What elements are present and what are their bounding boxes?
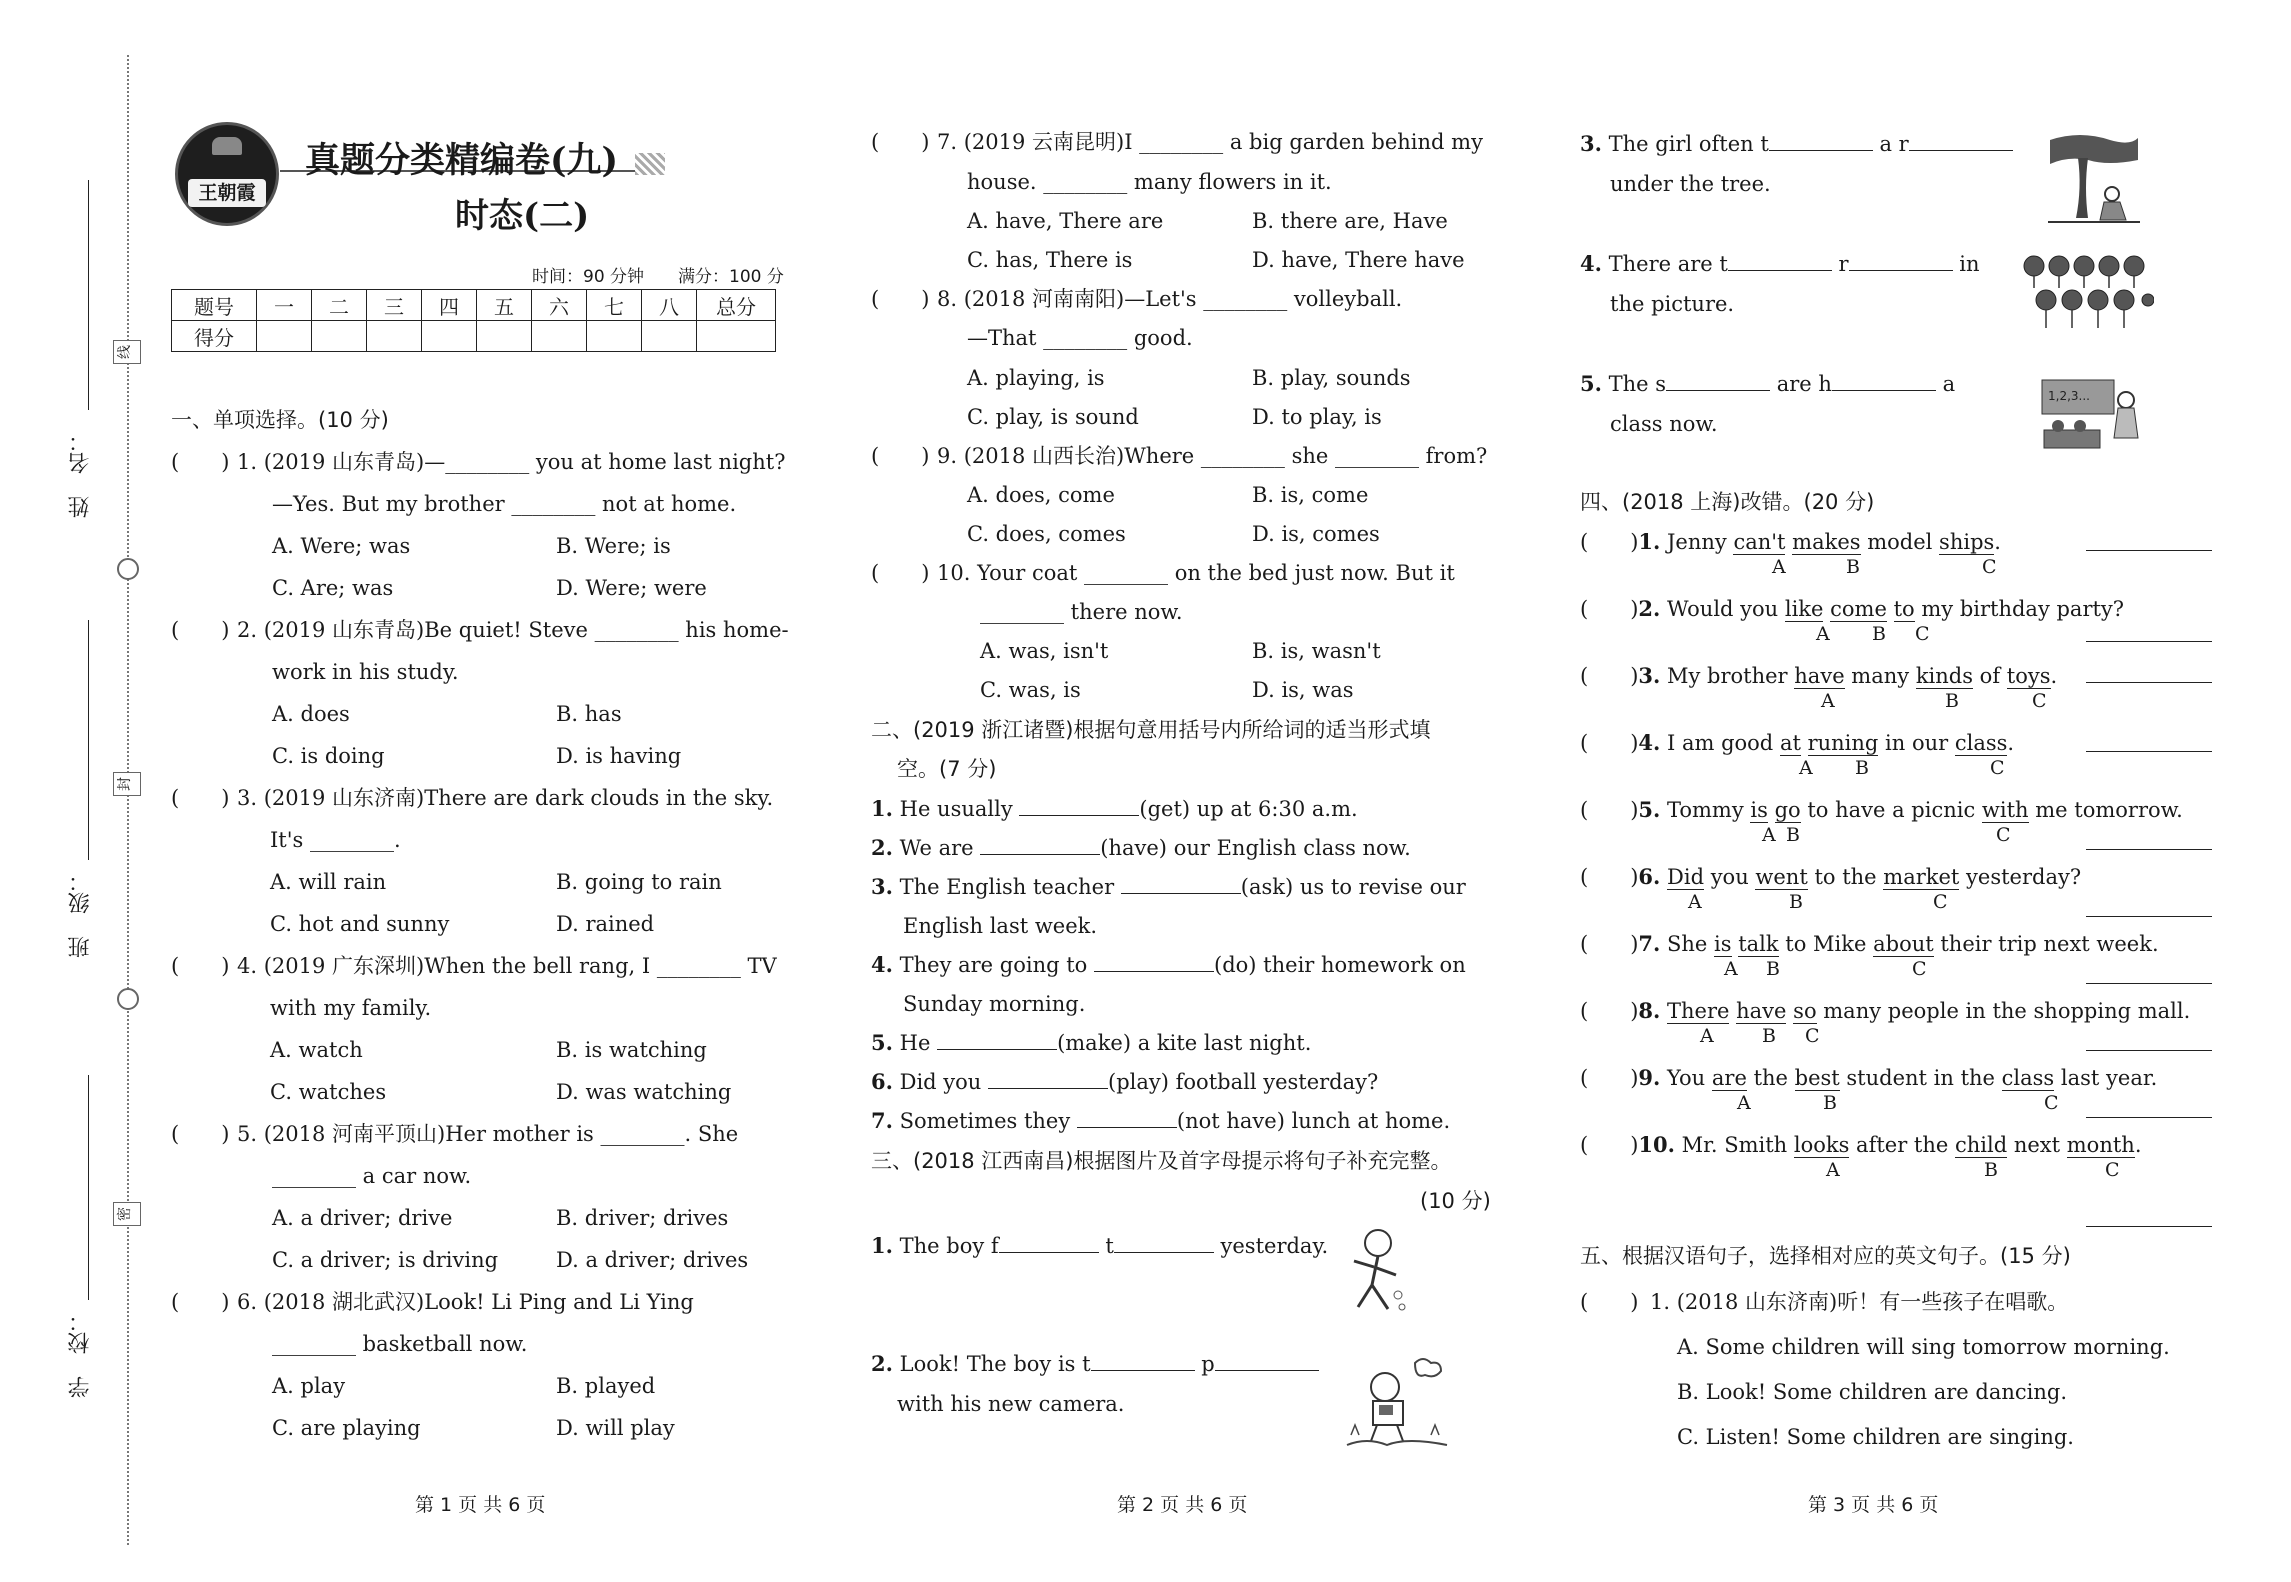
option-b[interactable]: B. driver; drives [556, 1206, 729, 1230]
mark-b: B [1766, 958, 1780, 980]
fill-blank[interactable] [1849, 250, 1953, 271]
initial-letter: t [1082, 1352, 1091, 1376]
school-blank-line [88, 1075, 89, 1300]
exam-title: 真题分类精编卷(九) [305, 140, 619, 181]
binding-hole-icon [117, 988, 139, 1010]
item-text: There are [1608, 252, 1713, 276]
mark-b: B [1846, 556, 1860, 578]
correction-blank[interactable] [2086, 1117, 2212, 1118]
given-word: (do) [1214, 953, 1257, 977]
picture-item-cont: with his new camera. [897, 1392, 1125, 1416]
school-label: 学 校： [68, 1310, 93, 1398]
option-c[interactable]: C. hot and sunny [270, 912, 450, 936]
fill-item-cont: English last week. [903, 914, 1098, 938]
given-word: (make) [1057, 1031, 1132, 1055]
option-c[interactable]: C. watches [270, 1080, 387, 1104]
option-a[interactable]: A. will rain [270, 870, 387, 894]
item-number: 1. [871, 796, 893, 821]
option-b[interactable]: B. has [556, 702, 622, 726]
option-d[interactable]: D. a driver; drives [556, 1248, 749, 1272]
answer-paren[interactable]: ( ) [871, 130, 930, 154]
binding-hole-icon [117, 558, 139, 580]
option-b[interactable]: B. there are, Have [1252, 209, 1448, 233]
option-c[interactable]: C. does, comes [967, 522, 1126, 546]
error-item-4: ( )4. I am good at runing in our class. [1580, 730, 2015, 755]
answer-paren[interactable]: ( ) [871, 561, 930, 585]
mark-c: C [1805, 1025, 1820, 1047]
mark-c: C [2044, 1092, 2059, 1114]
question-stem: 2. (2019 山东青岛)Be quiet! Steve ________ his home- [237, 618, 789, 642]
score-header-cell: 一 [257, 290, 312, 321]
question-line2: ________ a car now. [272, 1164, 472, 1188]
mark-b: B [1945, 690, 1959, 712]
binding-mark-seal: 封 [113, 772, 141, 796]
option-c[interactable]: C. Listen! Some children are singing. [1677, 1425, 2074, 1449]
option-d[interactable]: D. have, There have [1252, 248, 1465, 272]
question-line2: —Yes. But my brother ________ not at home. [272, 492, 737, 516]
score-cell[interactable] [312, 321, 367, 352]
question-line2: —That ________ good. [967, 326, 1193, 350]
question-line2: work in his study. [272, 660, 459, 684]
page-number: 第 1 页 共 6 页 [415, 1494, 546, 1516]
score-header-cell: 三 [367, 290, 422, 321]
option-d[interactable]: D. Were; were [556, 576, 707, 600]
score-table-row [172, 321, 776, 352]
option-a[interactable]: A. play [272, 1374, 346, 1398]
correction-blank[interactable] [2086, 751, 2212, 752]
mark-a: A [1762, 824, 1776, 846]
answer-paren[interactable]: ( ) [171, 954, 230, 978]
question-stem: 5. (2018 河南平顶山)Her mother is ________. She [237, 1122, 739, 1146]
item-text: The boy [899, 1234, 985, 1258]
mark-c: C [1996, 824, 2011, 846]
fill-item [871, 1029, 1311, 1057]
item-text: a kite last night. [1137, 1031, 1312, 1055]
fill-item [871, 951, 1466, 979]
item-text: The girl often [1608, 132, 1754, 156]
score-cell[interactable] [257, 321, 312, 352]
fill-blank[interactable] [1666, 370, 1770, 391]
page-number: 第 2 页 共 6 页 [1117, 1494, 1248, 1516]
score-header-cell: 题号 [172, 290, 257, 321]
fill-blank[interactable] [1769, 130, 1873, 151]
picture-item [871, 1350, 1319, 1378]
score-header-cell: 七 [587, 290, 642, 321]
score-cell[interactable] [587, 321, 642, 352]
section5-heading: 五、根据汉语句子，选择相对应的英文句子。(15 分) [1580, 1244, 2071, 1268]
item-number: 2. [871, 835, 893, 860]
fill-item [871, 1068, 1378, 1096]
item-number: 3. [871, 874, 893, 899]
correction-blank[interactable] [2086, 916, 2212, 917]
mark-a: A [1799, 757, 1813, 779]
error-item-7: ( )7. She is talk to Mike about their trip next week. [1580, 931, 2159, 956]
error-item-5: ( )5. Tommy is go to have a picnic with me tomorrow. [1580, 797, 2183, 822]
item-number: 4. [871, 952, 893, 977]
score-header-cell: 六 [532, 290, 587, 321]
option-d[interactable]: D. is, comes [1252, 522, 1380, 546]
title-decor-dots [635, 153, 665, 175]
correction-blank[interactable] [2086, 550, 2212, 551]
answer-paren[interactable]: ( ) [1580, 865, 1639, 889]
mark-b: B [1872, 623, 1886, 645]
score-cell[interactable] [367, 321, 422, 352]
mark-b: B [1823, 1092, 1837, 1114]
item-number: 5. [871, 1030, 893, 1055]
option-a[interactable]: A. Some children will sing tomorrow morning. [1677, 1335, 2170, 1359]
option-d[interactable]: D. rained [556, 912, 655, 936]
question-line2: It's ________. [270, 828, 401, 852]
classroom-picture [2040, 378, 2140, 458]
option-b[interactable]: B. Look! Some children are dancing. [1677, 1380, 2067, 1404]
item-text: Look! The boy is [899, 1352, 1076, 1376]
picture-item [1580, 130, 2013, 158]
fill-item [871, 834, 1411, 862]
question-stem: 8. (2018 河南南阳)—Let's ________ volleyball. [937, 287, 1403, 311]
error-item-8: ( )8. There have so many people in the shopping mall. [1580, 998, 2191, 1023]
option-a[interactable]: A. a driver; drive [272, 1206, 453, 1230]
answer-paren[interactable]: ( ) [1580, 932, 1639, 956]
option-c[interactable]: C. a driver; is driving [272, 1248, 499, 1272]
section3-heading: 三、(2018 江西南昌)根据图片及首字母提示将句子补充完整。 [871, 1149, 1452, 1173]
question-stem: 1. (2018 山东济南)听！有一些孩子在唱歌。 [1650, 1290, 2069, 1314]
fill-blank[interactable] [1094, 951, 1214, 972]
binding-mark-dense: 密 [113, 1202, 141, 1226]
name-blank-line [88, 180, 89, 410]
error-item-1: ( )1. Jenny can't makes model ships. [1580, 529, 2001, 554]
answer-paren[interactable]: ( ) [171, 786, 230, 810]
mark-b: B [1786, 824, 1800, 846]
item-text: us to revise our [1299, 875, 1466, 899]
exam-subtitle: 时态(二) [455, 196, 590, 236]
item-number: 5. [1580, 371, 1602, 396]
item-text: in [1959, 252, 1980, 276]
binding-mark-line: 线 [113, 340, 141, 364]
question-stem: 10. Your coat ________ on the bed just now. But it [937, 561, 1455, 585]
picture-item-cont: class now. [1610, 412, 1718, 436]
mark-b: B [1855, 757, 1869, 779]
initial-letter: t [1760, 132, 1769, 156]
fill-blank[interactable] [1121, 873, 1241, 894]
initial-letter: f [990, 1234, 999, 1258]
item-text: their homework on [1263, 953, 1466, 977]
question-stem: 9. (2018 山西长治)Where ________ she ________ from? [937, 444, 1488, 468]
option-a[interactable]: A. does, come [967, 483, 1115, 507]
correction-blank[interactable] [2086, 983, 2212, 984]
fill-blank[interactable] [1832, 370, 1936, 391]
question-line2: with my family. [270, 996, 432, 1020]
fill-blank[interactable] [988, 1068, 1108, 1089]
item-text: He usually [899, 797, 1013, 821]
item-text: He [899, 1031, 931, 1055]
section1-heading: 一、单项选择。(10 分) [171, 408, 389, 432]
mark-b: B [1789, 891, 1803, 913]
score-cell[interactable] [697, 321, 776, 352]
section4-heading: 四、(2018 上海)改错。(20 分) [1580, 490, 1875, 514]
logo-text: 王朝霞 [188, 179, 266, 207]
option-b[interactable]: B. Were; is [556, 534, 671, 558]
option-b[interactable]: B. played [556, 1374, 656, 1398]
fill-item-cont: Sunday morning. [903, 992, 1086, 1016]
question-line2: ________ there now. [980, 600, 1183, 624]
score-table [171, 289, 776, 352]
option-c[interactable]: C. is doing [272, 744, 385, 768]
fill-item [871, 1107, 1450, 1135]
initial-letter: are h [1776, 372, 1832, 396]
answer-paren[interactable]: ( ) [871, 287, 930, 311]
fill-blank[interactable] [1728, 250, 1832, 271]
score-header-cell: 二 [312, 290, 367, 321]
question-line2: house. ________ many flowers in it. [967, 170, 1332, 194]
option-d[interactable]: D. was watching [556, 1080, 732, 1104]
option-a[interactable]: A. Were; was [272, 534, 411, 558]
picture-item [1580, 370, 1955, 398]
mark-c: C [1915, 623, 1930, 645]
option-c[interactable]: C. are playing [272, 1416, 421, 1440]
name-label: 姓 名： [68, 430, 93, 518]
option-d[interactable]: D. to play, is [1252, 405, 1382, 429]
initial-letter: s [1655, 372, 1667, 396]
item-text: a [1942, 372, 1956, 396]
question-stem: 6. (2018 湖北武汉)Look! Li Ping and Li Ying [237, 1290, 694, 1314]
item-text: our English class now. [1173, 836, 1411, 860]
blackboard-text: 1,2,3... [2048, 389, 2090, 403]
fill-blank[interactable] [1114, 1232, 1214, 1253]
fill-item [871, 795, 1358, 823]
fill-item [871, 873, 1466, 901]
option-b[interactable]: B. is, come [1252, 483, 1369, 507]
answer-paren[interactable]: ( ) [1580, 597, 1639, 621]
score-cell[interactable] [477, 321, 532, 352]
correction-blank[interactable] [2086, 1050, 2212, 1051]
item-number: 3. [1580, 131, 1602, 156]
mark-c: C [1912, 958, 1927, 980]
fill-blank[interactable] [1215, 1350, 1319, 1371]
item-text: They are going to [899, 953, 1088, 977]
error-item-2: ( )2. Would you like come to my birthday party? [1580, 596, 2125, 621]
fill-blank[interactable] [1091, 1350, 1195, 1371]
initial-letter: t [1719, 252, 1728, 276]
question-stem: 7. (2019 云南昆明)I ________ a big garden behind my [937, 130, 1483, 154]
given-word: (play) [1108, 1070, 1169, 1094]
girl-under-tree-picture [2048, 132, 2140, 228]
mark-c: C [1982, 556, 1997, 578]
section2-heading-cont: 空。(7 分) [897, 757, 997, 781]
error-item-6: ( )6. Did you went to the market yesterday? [1580, 864, 2082, 889]
answer-paren[interactable]: ( ) [1580, 530, 1639, 554]
score-header-cell: 五 [477, 290, 532, 321]
option-b[interactable]: B. play, sounds [1252, 366, 1411, 390]
mark-a: A [1826, 1159, 1840, 1181]
mark-a: A [1816, 623, 1830, 645]
score-header-cell: 八 [642, 290, 697, 321]
answer-paren[interactable]: ( ) [1580, 798, 1639, 822]
option-b[interactable]: B. going to rain [556, 870, 722, 894]
initial-letter: a r [1879, 132, 1909, 156]
answer-paren[interactable]: ( ) [871, 444, 930, 468]
mark-a: A [1724, 958, 1738, 980]
answer-paren[interactable]: ( ) [1580, 999, 1639, 1023]
correction-blank[interactable] [2086, 1226, 2212, 1227]
question-stem: 4. (2019 广东深圳)When the bell rang, I ________ TV [237, 954, 777, 978]
option-b[interactable]: B. is, wasn't [1252, 639, 1381, 663]
mark-c: C [1990, 757, 2005, 779]
option-a[interactable]: A. have, There are [967, 209, 1164, 233]
fill-blank[interactable] [937, 1029, 1057, 1050]
initial-letter: r [1838, 252, 1849, 276]
given-word: (not have) [1176, 1109, 1285, 1133]
class-blank-line [88, 620, 89, 860]
mark-c: C [1933, 891, 1948, 913]
score-table-row [172, 290, 776, 321]
mark-c: C [2105, 1159, 2120, 1181]
answer-paren[interactable]: ( ) [171, 1122, 230, 1146]
question-stem: 3. (2019 山东济南)There are dark clouds in the sky. [237, 786, 774, 810]
item-text: Did you [899, 1070, 982, 1094]
fill-blank[interactable] [999, 1232, 1099, 1253]
score-cell[interactable] [642, 321, 697, 352]
correction-blank[interactable] [2086, 849, 2212, 850]
score-header-cell: 总分 [697, 290, 776, 321]
boy-with-camera-picture [1345, 1355, 1450, 1450]
answer-paren[interactable]: ( ) [171, 1290, 230, 1314]
score-cell[interactable] [532, 321, 587, 352]
given-word: (have) [1100, 836, 1168, 860]
answer-paren[interactable]: ( ) [1580, 1066, 1639, 1090]
mark-a: A [1700, 1025, 1714, 1047]
option-d[interactable]: D. is, was [1252, 678, 1354, 702]
answer-paren[interactable]: ( ) [1580, 1133, 1639, 1157]
class-label: 班 级： [68, 870, 93, 958]
score-header-cell: 四 [422, 290, 477, 321]
item-text: We are [899, 836, 974, 860]
item-number: 2. [871, 1351, 893, 1376]
item-text: The [1608, 372, 1649, 396]
item-number: 4. [1580, 251, 1602, 276]
option-c[interactable]: C. Are; was [272, 576, 394, 600]
fill-blank[interactable] [980, 834, 1100, 855]
picture-item [1580, 250, 1980, 278]
initial-letter: t [1105, 1234, 1114, 1258]
page-number: 第 3 页 共 6 页 [1808, 1494, 1939, 1516]
roses-picture [2022, 252, 2154, 330]
option-a[interactable]: A. does [272, 702, 350, 726]
option-d[interactable]: D. will play [556, 1416, 675, 1440]
score-label-cell: 得分 [172, 321, 257, 352]
item-text: yesterday. [1220, 1234, 1329, 1258]
picture-item [871, 1232, 1328, 1260]
time-and-score: 时间：90 分钟 满分：100 分 [532, 267, 784, 287]
mark-a: A [1737, 1092, 1751, 1114]
given-word: (ask) [1240, 875, 1294, 899]
option-c[interactable]: C. has, There is [967, 248, 1133, 272]
answer-paren[interactable]: ( ) [1580, 1290, 1639, 1314]
option-a[interactable]: A. was, isn't [980, 639, 1109, 663]
mark-a: A [1821, 690, 1835, 712]
error-item-9: ( )9. You are the best student in the class last year. [1580, 1065, 2158, 1090]
given-word: (get) [1139, 797, 1191, 821]
option-b[interactable]: B. is watching [556, 1038, 707, 1062]
brand-logo [175, 122, 279, 226]
section2-heading: 二、(2019 浙江诸暨)根据句意用括号内所给词的适当形式填 [871, 718, 1431, 742]
score-cell[interactable] [422, 321, 477, 352]
logo-crown-icon [212, 137, 242, 155]
item-text: The English teacher [899, 875, 1115, 899]
error-item-10: ( )10. Mr. Smith looks after the child next month. [1580, 1132, 2142, 1157]
mark-b: B [1762, 1025, 1776, 1047]
error-item-3: ( )3. My brother have many kinds of toys. [1580, 663, 2058, 688]
question-line2: ________ basketball now. [272, 1332, 528, 1356]
item-number: 1. [871, 1233, 893, 1258]
item-text: football yesterday? [1175, 1070, 1379, 1094]
picture-item-cont: under the tree. [1610, 172, 1771, 196]
option-a[interactable]: A. watch [270, 1038, 363, 1062]
option-c[interactable]: C. play, is sound [967, 405, 1139, 429]
correction-blank[interactable] [2086, 682, 2212, 683]
correction-blank[interactable] [2086, 641, 2212, 642]
section3-score: (10 分) [1420, 1189, 1491, 1213]
option-c[interactable]: C. was, is [980, 678, 1081, 702]
item-text: Sometimes they [899, 1109, 1071, 1133]
mark-a: A [1772, 556, 1786, 578]
picture-item-cont: the picture. [1610, 292, 1735, 316]
mark-c: C [2032, 690, 2047, 712]
answer-paren[interactable]: ( ) [171, 618, 230, 642]
answer-paren[interactable]: ( ) [1580, 731, 1639, 755]
answer-paren[interactable]: ( ) [1580, 664, 1639, 688]
fill-blank[interactable] [1019, 795, 1139, 816]
fill-blank[interactable] [1077, 1107, 1177, 1128]
option-d[interactable]: D. is having [556, 744, 682, 768]
mark-a: A [1688, 891, 1702, 913]
question-stem: 1. (2019 山东青岛)—________ you at home last night? [237, 450, 786, 474]
mark-b: B [1984, 1159, 1998, 1181]
fill-blank[interactable] [1909, 130, 2013, 151]
answer-paren[interactable]: ( ) [171, 450, 230, 474]
running-boy-picture [1340, 1225, 1410, 1320]
binding-dotted-line [127, 55, 129, 1545]
item-text: lunch at home. [1291, 1109, 1451, 1133]
item-number: 7. [871, 1108, 893, 1133]
item-number: 6. [871, 1069, 893, 1094]
initial-letter: p [1201, 1352, 1215, 1376]
item-text: up at 6:30 a.m. [1196, 797, 1358, 821]
option-a[interactable]: A. playing, is [967, 366, 1105, 390]
